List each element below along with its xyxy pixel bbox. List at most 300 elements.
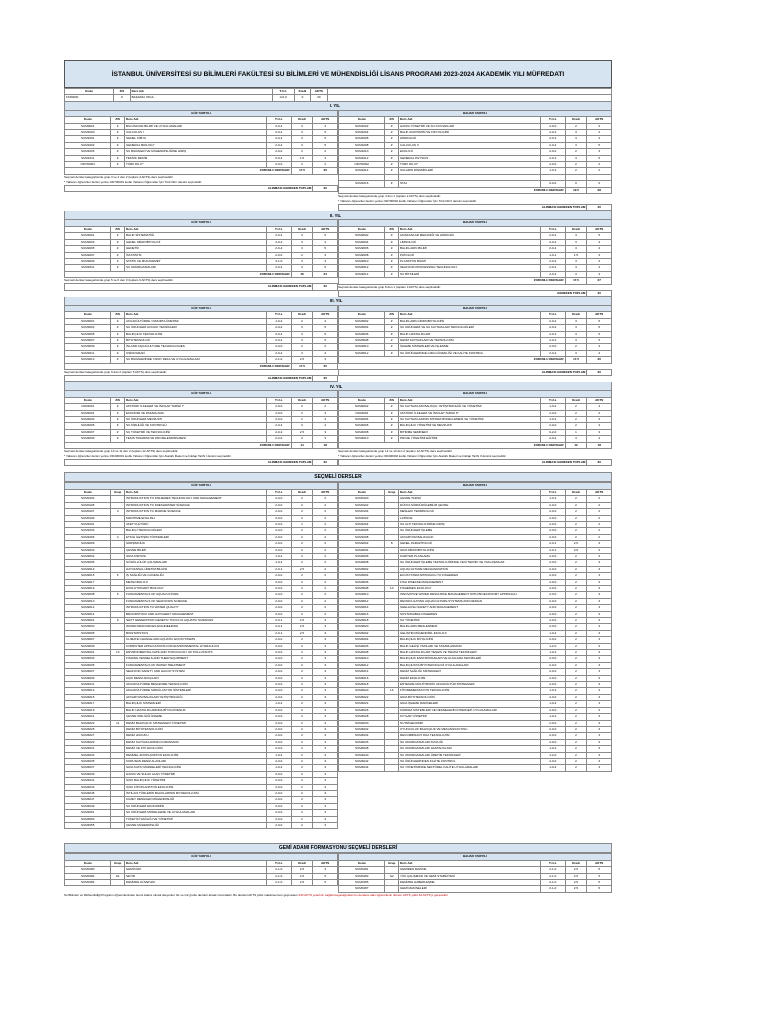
total-kredi: 17.5 [565, 278, 587, 284]
table-cell: G1 [111, 873, 125, 879]
table-cell: TESİS TASARIMI VE PROJELENDİRİLMESİ [125, 436, 267, 442]
column-header: Kredi [291, 226, 313, 232]
table-cell: FUNDAMENTALS OF AQUACULTURE [125, 592, 267, 598]
column-header: Ders Adı [125, 312, 267, 318]
table-cell: SU ÜRÜNLERİNDE GIDA GÜVENLİĞİ VE KALİTE KONTROL [399, 350, 541, 356]
table-cell: 2-0-0 [267, 521, 292, 527]
table-cell: SUM1006 [65, 534, 111, 540]
table-cell: 2-0-2 [541, 271, 566, 277]
table-cell: SUM4019 [65, 707, 111, 713]
table-cell: 2-0-0 [267, 675, 292, 681]
table-cell: ÇEVRE TARİHİ [399, 496, 541, 502]
table-cell: BROODSTOCK AND HATCHERY MANAGEMENT [125, 611, 267, 617]
table-cell: 1-0-2 [267, 701, 292, 707]
table-cell: 3 [587, 701, 612, 707]
table-cell: İŞLEME SİSTEMLERİ VE İŞLENME [399, 344, 541, 350]
table-cell: Z [111, 429, 125, 435]
table-cell: 2 [313, 344, 338, 350]
total-row [339, 187, 612, 193]
table-cell: 3 [587, 752, 612, 758]
total-kredi: 17.5 [291, 363, 313, 369]
table-cell: SUM4023 [65, 720, 111, 726]
table-cell: 2 [313, 560, 338, 566]
table-cell: 3 [587, 656, 612, 662]
table-cell: 3 [313, 810, 338, 816]
table-cell: 2 [587, 496, 612, 502]
table-cell: SHELLFISH SAFETY AND MANAGEMENT [399, 605, 541, 611]
table-cell: 2-0-0 [541, 656, 566, 662]
table-cell: RECOMBINANT DNA TEKNOLOJİSİ [399, 733, 541, 739]
total-kredi: 14 [291, 442, 313, 448]
semester-table [338, 219, 612, 284]
table-cell: FISHERIES ECOLOGY [399, 585, 541, 591]
grand-total-table [64, 459, 338, 466]
table-cell: 2-0-0 [267, 669, 292, 675]
table-cell: 2-0-0 [267, 656, 292, 662]
table-cell: 2-0-2 [267, 136, 292, 142]
table-cell: AKVARYUM BALIKÇILIK [399, 534, 541, 540]
table-cell: SUM0102 [339, 502, 385, 508]
table-cell: SU OMURGASIZLARI [125, 265, 267, 271]
table-cell: LİMNOLOJİ [399, 239, 541, 245]
table-cell: 3 [587, 682, 612, 688]
table-cell: 3 [291, 337, 313, 343]
table-cell: 2-0-0 [267, 515, 292, 521]
table-cell: BALIK GELİŞİ YAPILARI VE TASARLANMASI [399, 643, 541, 649]
table-cell: 2-0-1 [541, 547, 566, 553]
table-cell: 1.5 [291, 155, 313, 161]
table-cell: MESLEKİ TERMİNOLOJİ [399, 509, 541, 515]
column-header: Ders Adı [125, 117, 267, 123]
table-cell: Z [111, 344, 125, 350]
table-cell: SUM2017 [65, 579, 111, 585]
table-cell: İÇSU FİTOPLANKTON EKOLOJİSİ [125, 784, 267, 790]
table-cell: 2-0-1 [541, 541, 566, 547]
table-cell: SUM3010 [339, 592, 385, 598]
table-cell: OYUNCULUK BALIKÇILIK VE MEKANİZASYONU [399, 726, 541, 732]
table-cell: 3 [587, 669, 612, 675]
table-cell: SUM0103 [65, 496, 111, 502]
table-cell: SUM4038 [339, 746, 385, 752]
table-cell: 2-0-0 [541, 502, 566, 508]
table-cell: Z [385, 436, 399, 442]
table-cell: 2 [565, 694, 587, 700]
table-cell: 2-0-0 [267, 810, 292, 816]
table-cell: GEMİ MAKİNELERİ [399, 886, 541, 892]
table-cell: AÇIK DENİZ ARAÇLARI [125, 675, 267, 681]
table-cell: ENTEGRE MULTİTROFİK AKUAKÜLTÜR SİSTEMLERİ [399, 682, 541, 688]
table-cell: Z [385, 417, 399, 423]
table-cell: 2-0-0 [541, 521, 566, 527]
table-cell: 3 [587, 592, 612, 598]
table-cell: 2-0-0 [541, 579, 566, 585]
table-cell: Z [111, 337, 125, 343]
table-cell: 3 [313, 650, 338, 656]
table-cell: 2-0-0 [541, 560, 566, 566]
table-cell: 2-1-0 [541, 886, 566, 892]
table-cell: 2-0-0 [267, 579, 292, 585]
column-header: Kodu [339, 312, 385, 318]
table-cell: STATİK VE MUKAVEMET [125, 258, 267, 264]
table-cell: 3 [313, 669, 338, 675]
table-cell: SUM2008 [339, 560, 385, 566]
table-cell: AKVARYUM BALIKLARI YETİŞTİRİCİLİĞİ [125, 694, 267, 700]
table-cell: 2 [565, 579, 587, 585]
table-cell: 2-0-0 [267, 771, 292, 777]
table-cell: 2 [291, 803, 313, 809]
table-cell: SUM1000 [65, 130, 111, 136]
table-cell: 2 [291, 816, 313, 822]
table-cell: 3 [313, 701, 338, 707]
table-cell: 3 [313, 410, 338, 416]
table-cell: SU ÜRÜNLERİ MEVZUATI [125, 417, 267, 423]
table-cell: SUM4011 [65, 682, 111, 688]
table-cell: SUM4008 [339, 650, 385, 656]
table-cell: 3-1-0 [267, 258, 292, 264]
table-cell: SUM1006 [339, 136, 385, 142]
table-cell: 2-0-0 [267, 534, 292, 540]
table-cell: 3 [565, 130, 587, 136]
total-akts: 26 [313, 168, 338, 174]
column-header: Kredi [565, 860, 587, 866]
table-cell: 2-0-0 [267, 611, 292, 617]
table-cell: SUM4003 [65, 656, 111, 662]
table-cell: 2 [291, 579, 313, 585]
table-cell: SUM3002 [339, 566, 385, 572]
table-cell: 3 [313, 816, 338, 822]
table-cell: SUM1011 [65, 155, 111, 161]
table-cell: 1-0-2 [541, 746, 566, 752]
table-cell: BİTİRME SEMİNERİ [399, 429, 541, 435]
total-row [65, 168, 338, 174]
table-cell: SUM4040 [339, 752, 385, 758]
table-cell: 3 [587, 560, 612, 566]
table-cell: 2.5 [291, 867, 313, 873]
table-cell: SUM0109 [65, 515, 111, 521]
table-cell: 2-0-0 [541, 528, 566, 534]
table-cell: 3 [565, 271, 587, 277]
total-label: ZORUNLU DERSLER [65, 168, 292, 174]
table-cell: 3 [565, 318, 587, 324]
table-cell: 2 [565, 733, 587, 739]
table-cell: Z [111, 417, 125, 423]
table-cell: 3 [587, 404, 612, 410]
table-cell: DENİZ KAYNAKLARININ KORUNMASI [125, 739, 267, 745]
total-row [65, 363, 338, 369]
table-cell: TÜRK DİLİ II* [399, 162, 541, 168]
total-row [65, 442, 338, 448]
table-cell: 2 [291, 669, 313, 675]
table-cell: 3 [587, 714, 612, 720]
semester-table [64, 482, 338, 829]
table-cell: OD700002 [339, 162, 385, 168]
grand-total-table [338, 290, 612, 297]
table-cell: 2-0-0 [267, 797, 292, 803]
table-cell: 3 [291, 325, 313, 331]
table-cell: 3 [291, 246, 313, 252]
table-cell: 2-0-2 [541, 246, 566, 252]
table-cell: 2-1-0 [267, 873, 292, 879]
table-cell: SU OMURGASIZLARI HASTALIKLARI [399, 746, 541, 752]
table-cell: 2 [291, 758, 313, 764]
table-cell: AKUAKÜLTÜRDE BESLENME TEKNOLOJİSİ [125, 682, 267, 688]
document-title: İSTANBUL ÜNİVERSİTESİ SU BİLİMLERİ FAKÜLTESİ SU BİLİMLERİ VE MÜHENDİSLİĞİ LİSANS PROGRAMI 2023-2024 AKADEMİK YILI MÜFREDATI [64, 60, 612, 88]
table-cell: 5 [313, 873, 338, 879]
table-cell: SU OMURGASIZLARI AVCILIĞI [399, 739, 541, 745]
table-cell: 2 [291, 611, 313, 617]
table-cell: SUM2013 [65, 566, 111, 572]
table-cell: 2 [291, 746, 313, 752]
column-header: Ders Adı [125, 860, 267, 866]
table-cell: 2-0-0 [267, 573, 292, 579]
table-cell: 2 [313, 162, 338, 168]
table-cell: BALIKLARIN HİDROBİYOLOJİSİ [399, 318, 541, 324]
table-cell: SUM1001 [65, 136, 111, 142]
table-cell: 2 [565, 423, 587, 429]
year-block [64, 390, 612, 466]
table-cell: 2 [313, 528, 338, 534]
table-cell: NEXT GENERATION GENETIC TOOLS IN AQUATIC SCIENCES [125, 618, 267, 624]
table-cell: KIYILAR YÖNETİMİ [399, 714, 541, 720]
table-cell: 2-0-0 [541, 162, 566, 168]
table-cell: 3 [565, 265, 587, 271]
table-cell: 2 [291, 404, 313, 410]
table-cell: 2 [313, 541, 338, 547]
table-cell: 2 [313, 566, 338, 572]
table-cell: 3 [587, 643, 612, 649]
fall-electives [64, 853, 338, 892]
year-block [64, 110, 612, 212]
table-cell: 2-0-0 [267, 344, 292, 350]
table-cell: 8 [385, 541, 399, 547]
table-cell: 4 [587, 258, 612, 264]
column-header: T-U-L [267, 397, 292, 403]
table-cell: HİDROLOJİ [399, 136, 541, 142]
table-cell: 2-0-0 [267, 541, 292, 547]
semester-table [64, 853, 338, 886]
table-cell: GEMİCİLİK [125, 867, 267, 873]
table-cell: SUM2008 [339, 252, 385, 258]
table-cell: 1 [291, 521, 313, 527]
table-cell: GİRİŞİMCİLİK [125, 541, 267, 547]
table-cell: 2 [565, 123, 587, 129]
table-cell: Z [385, 252, 399, 258]
table-cell: 2 [313, 585, 338, 591]
table-cell: 2-1-0 [541, 873, 566, 879]
table-cell: 2-0-2 [541, 233, 566, 239]
table-cell: 2 [565, 688, 587, 694]
table-cell: ÇEVRE MÜHENDİSLİĞİ [125, 823, 267, 829]
spring-semester [338, 390, 612, 466]
table-cell: 6 [111, 592, 125, 598]
table-cell: 5 [587, 318, 612, 324]
table-cell: 2 [313, 547, 338, 553]
table-cell: SUM4016 [339, 675, 385, 681]
table-cell: SUM3014 [339, 605, 385, 611]
table-cell: 3 [313, 252, 338, 258]
table-cell: SUM0187 [339, 886, 385, 892]
table-cell: 2 [313, 611, 338, 617]
table-cell: INTRODUCTION TO MARINE SCIENCE [125, 509, 267, 515]
table-cell: SUM4007 [65, 669, 111, 675]
table-cell: SUM1010 [339, 149, 385, 155]
table-cell: SUM2004 [339, 547, 385, 553]
table-cell: 5 [587, 142, 612, 148]
maritime-footnote: Su Bilimleri ve Mühendisliği Programı öğrencilerinden Gemi Adamı olmak isteyenler G1 ve G2 grubu dersleri almak zorundadır. Bu dersleri AKTS yükü maksimumum geçmeden 240 AKTS yeterinin sağlanmayacağından bu derslere alan öğrencilerin dönem AKTS yükü 40 AKTS'yi geçecektir. [64, 892, 449, 897]
table-cell: Z [111, 123, 125, 129]
table-cell: BALIKÇILIKTA BİYOTEKNOLOJİ UYGULAMALARI [399, 662, 541, 668]
table-cell: SUM2007 [65, 252, 111, 258]
table-cell: HAVZA VE SULAK ALAN YÖNETİMİ [125, 771, 267, 777]
table-cell: SUM3010 [339, 344, 385, 350]
table-cell: DENİZ SAĞLIĞI SİSTEMLERİ [399, 669, 541, 675]
table-cell: SUM1012 [339, 155, 385, 161]
table-cell: Z [385, 337, 399, 343]
column-header: Kredi [291, 860, 313, 866]
table-row [339, 765, 612, 771]
table-cell: DENİZ EKOLOJİSİ [399, 675, 541, 681]
column-header: Kodu [65, 312, 111, 318]
table-cell: 2-0-0 [267, 739, 292, 745]
table-cell: SUM4004 [339, 417, 385, 423]
total-akts: 30 [587, 357, 612, 363]
table-cell: 3 [291, 130, 313, 136]
table-cell: 2-0-2 [267, 233, 292, 239]
table-cell: GENETİK [125, 246, 267, 252]
table-cell: 3 [587, 624, 612, 630]
grand-total-label: ALINMASI GEREKEN TOPLAM [65, 284, 313, 290]
table-cell: Z [111, 350, 125, 356]
table-cell: SUM3004 [339, 325, 385, 331]
table-cell: SUSTAINABLE FISHERIES [399, 611, 541, 617]
table-cell: 3 [565, 258, 587, 264]
table-cell: EKOLOJİ [399, 149, 541, 155]
column-header: Kodu [65, 117, 111, 123]
table-cell: 3 [313, 357, 338, 363]
table-cell: SUM4013 [65, 688, 111, 694]
table-cell: BALIK HASTALIKLARINDA BİYOGÜVENLİK [125, 707, 267, 713]
table-cell: SUM0185 [339, 880, 385, 886]
table-cell: 2 [565, 656, 587, 662]
table-cell: 2 [291, 585, 313, 591]
table-cell: TEKNİK RESİM [125, 155, 267, 161]
column-header: Z/S [111, 226, 125, 232]
table-cell: GELİŞTİR MÜHENDİSİL EKOLOJİ [399, 630, 541, 636]
table-cell: SUM4039 [65, 771, 111, 777]
table-cell: 2 [291, 496, 313, 502]
semester-table [64, 305, 338, 370]
table-cell: 2-0-2 [267, 265, 292, 271]
table-cell: 2-0-2 [541, 258, 566, 264]
table-cell: Z [385, 318, 399, 324]
semester-title: BAHAR YARIYILI [339, 220, 612, 226]
table-cell: 2 [291, 598, 313, 604]
table-cell: SUM3004 [339, 573, 385, 579]
table-cell: 2 [291, 528, 313, 534]
column-header: Ders Adı [125, 489, 267, 495]
column-header: Kredi [291, 117, 313, 123]
grand-total-value: 30 [587, 369, 612, 375]
total-akts: 25 [313, 363, 338, 369]
table-cell: 2 [587, 528, 612, 534]
table-cell: 2 [587, 168, 612, 174]
table-cell: 2 [313, 534, 338, 540]
table-cell: SUM2002 [339, 233, 385, 239]
table-cell: 2-0-0 [267, 162, 292, 168]
table-cell: 2-0-2 [541, 265, 566, 271]
semester-title: BAHAR YARIYILI [339, 110, 612, 116]
column-header: Kredi [291, 397, 313, 403]
table-cell: 2-0-2 [541, 331, 566, 337]
table-cell: 4 [313, 239, 338, 245]
table-cell: 3 [313, 771, 338, 777]
table-cell: 1.5 [565, 252, 587, 258]
table-cell: AKUAKÜLTÜRDE SİRKÜLASYON SİSTEMLERİ [125, 688, 267, 694]
table-cell: 3 [313, 733, 338, 739]
table-cell: SUM4008 [339, 429, 385, 435]
column-header: AKTS [587, 860, 612, 866]
table-cell: 2-0-0 [541, 758, 566, 764]
year-block [64, 305, 612, 382]
column-header: T-U-L [267, 117, 292, 123]
table-cell: GIDA KATKI MADDELERİ TEKNOLOJİSİ [125, 765, 267, 771]
table-cell: 2-0-1 [267, 618, 292, 624]
table-cell: 2-0-2 [267, 325, 292, 331]
table-cell: SUM1004 [339, 521, 385, 527]
table-cell: SUM4005 [65, 662, 111, 668]
fall-semester [64, 110, 338, 212]
table-cell: 2.5 [291, 618, 313, 624]
table-cell: 1-2-0 [541, 752, 566, 758]
table-cell: SEAFOOD PROCESSING TECHNOLOGY [399, 265, 541, 271]
column-header: AKTS [587, 489, 612, 495]
total-label: ZORUNLU DERSLER [65, 271, 292, 277]
table-cell: 3 [587, 650, 612, 656]
grand-total-value: 30 [313, 460, 338, 466]
table-cell: 2.5 [291, 880, 313, 886]
table-cell: 1-0-2 [541, 168, 566, 174]
table-cell: SUM1003 [65, 528, 111, 534]
table-cell: 3 [587, 423, 612, 429]
table-cell: 5 [587, 155, 612, 161]
table-cell: 2-0-2 [541, 436, 566, 442]
table-cell: 13 [385, 688, 399, 694]
table-cell: 3 [313, 790, 338, 796]
column-header: Z/S [385, 397, 399, 403]
column-header: Z/S [111, 117, 125, 123]
table-cell: 2 [291, 547, 313, 553]
table-cell: 2 [565, 573, 587, 579]
table-cell: 2 [565, 662, 587, 668]
table-cell: 2 [313, 515, 338, 521]
table-cell: SUM4031 [65, 746, 111, 752]
total-kredi: 17.5 [291, 168, 313, 174]
table-cell: 3 [565, 436, 587, 442]
table-cell: 3 [313, 752, 338, 758]
table-cell: 2 [313, 573, 338, 579]
table-cell: 3 [587, 733, 612, 739]
grand-total-value: 30 [313, 376, 338, 382]
table-cell: 2 [313, 496, 338, 502]
year-label: IV. YIL [64, 382, 612, 390]
table-cell: CLIMATE CHANGE AND AQUATIC ECOSYSTEMS [125, 637, 267, 643]
table-cell: 3 [313, 726, 338, 732]
table-cell: SUM4035 [65, 758, 111, 764]
table-row [65, 823, 338, 829]
column-header: AKTS [313, 226, 338, 232]
table-cell: 2.5 [565, 547, 587, 553]
table-cell: 2-0-2 [541, 325, 566, 331]
